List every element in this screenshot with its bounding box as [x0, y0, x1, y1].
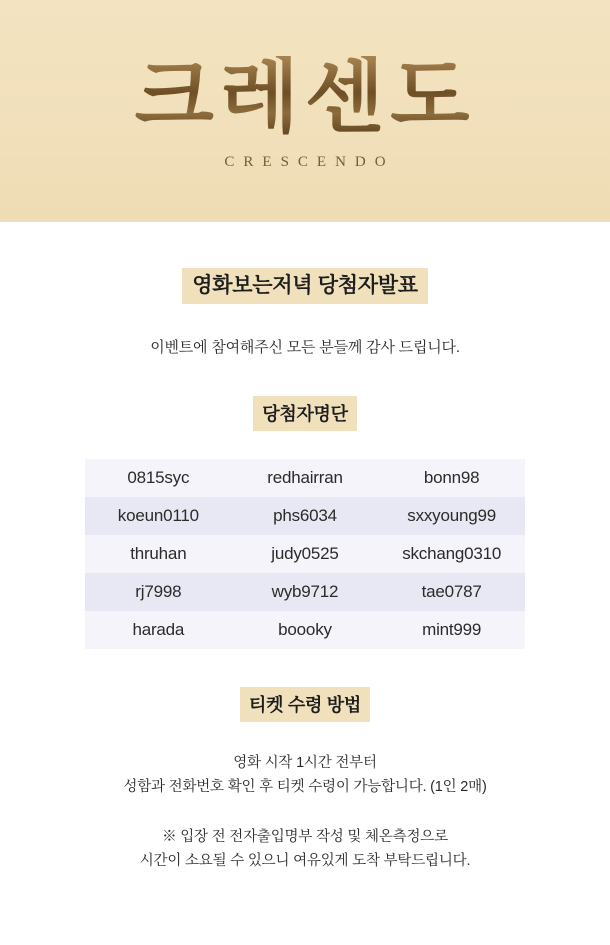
content-area: [0, 222, 610, 874]
winner-cell: 0815syc: [85, 459, 232, 497]
table-row: [85, 459, 525, 497]
winner-cell: mint999: [378, 611, 525, 649]
winner-cell: boooky: [232, 611, 379, 649]
entry-notice-line-1: ※ 입장 전 전자출입명부 작성 및 체온측정으로: [162, 829, 448, 846]
winner-cell: skchang0310: [378, 535, 525, 573]
winners-heading: 당첨자명단: [253, 396, 356, 431]
intro-text: 이벤트에 참여해주신 모든 분들께 감사 드립니다.: [150, 339, 460, 357]
winner-cell: redhairran: [232, 459, 379, 497]
winner-cell: judy0525: [232, 535, 379, 573]
ticket-notice-line-2: 성함과 전화번호 확인 후 티켓 수령이 가능합니다. (1인 2매): [123, 779, 487, 796]
winner-cell: thruhan: [85, 535, 232, 573]
brand-logo-korean: 크레센도: [134, 48, 476, 144]
ticket-notice-block: [20, 752, 590, 800]
page-title: 영화보는저녁 당첨자발표: [182, 268, 427, 304]
winner-cell: phs6034: [232, 497, 379, 535]
headline-wrap: [20, 222, 590, 304]
table-row: [85, 497, 525, 535]
winner-cell: harada: [85, 611, 232, 649]
ticket-heading: 티켓 수령 방법: [240, 687, 370, 722]
header-banner: [0, 0, 610, 222]
ticket-heading-wrap: [20, 649, 590, 722]
table-row: [85, 535, 525, 573]
ticket-notice-line-1: 영화 시작 1시간 전부터: [233, 755, 377, 772]
table-row: [85, 611, 525, 649]
winner-cell: tae0787: [378, 573, 525, 611]
winner-cell: koeun0110: [85, 497, 232, 535]
winner-cell: sxxyoung99: [378, 497, 525, 535]
brand-logo-latin: CRESCENDO: [224, 153, 395, 170]
winners-table: [85, 459, 525, 649]
entry-notice-block: [20, 826, 590, 874]
winners-heading-wrap: [20, 360, 590, 431]
winner-cell: rj7998: [85, 573, 232, 611]
winner-cell: bonn98: [378, 459, 525, 497]
entry-notice-line-2: 시간이 소요될 수 있으니 여유있게 도착 부탁드립니다.: [139, 852, 471, 869]
winner-cell: wyb9712: [232, 573, 379, 611]
table-row: [85, 573, 525, 611]
